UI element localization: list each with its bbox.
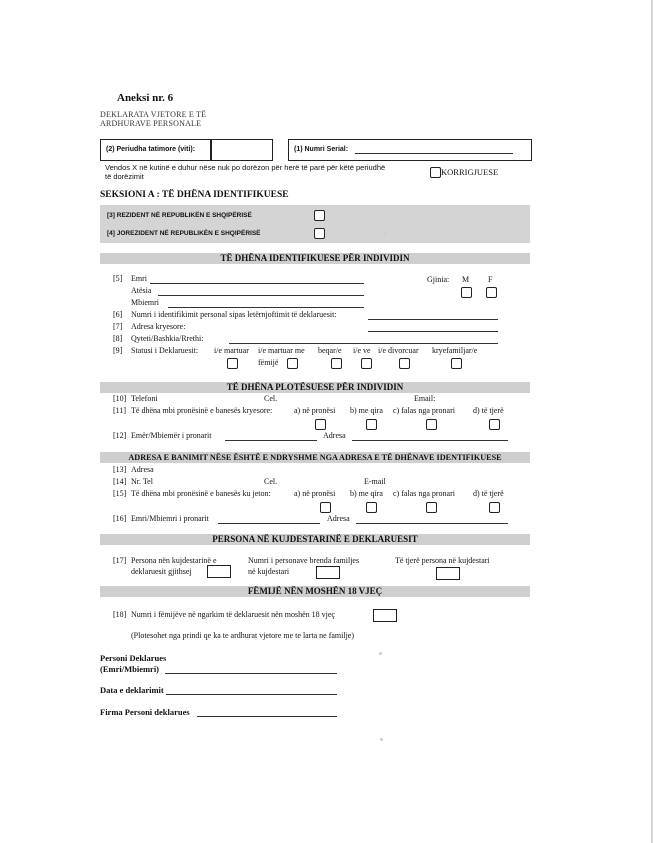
correction-checkbox[interactable]: [430, 167, 441, 178]
owner-name-label: Emër/Mbiemër i pronarit: [131, 431, 212, 440]
individual-id-band: TË DHËNA IDENTIFIKUESE PËR INDIVIDIN: [100, 253, 530, 264]
ownership-rented-label: b) me qira: [350, 406, 383, 415]
main-address-input[interactable]: [368, 331, 498, 332]
declarant-name-label: (Emri/Mbiemri): [100, 664, 160, 674]
main-address-label: Adresa kryesore:: [131, 322, 186, 331]
id-number-label: Numri i identifikimit personal sipas letërnjoftimit të deklaruesit:: [131, 310, 337, 319]
surname-input[interactable]: [168, 307, 364, 308]
father-name-input[interactable]: [158, 295, 364, 296]
status-head-label: kryefamiljar/e: [432, 346, 478, 355]
status-single-label: beqar/e: [318, 346, 342, 355]
gender-male-label: M: [462, 275, 470, 284]
father-name-label: Atësia: [131, 286, 152, 295]
field-number-5: [5]: [113, 274, 123, 283]
ownership-owned-checkbox[interactable]: [315, 419, 326, 430]
declaration-date-input[interactable]: [166, 694, 337, 695]
residence-other-checkbox[interactable]: [489, 502, 500, 513]
residence-owner-name-input[interactable]: [218, 523, 320, 524]
city-label: Qyteti/Bashkia/Rrethi:: [131, 334, 204, 343]
field-number-18: [18]: [113, 610, 127, 619]
id-number-input[interactable]: [368, 319, 498, 320]
residence-phone-label: Nr. Tel: [131, 477, 153, 486]
residence-owner-address-input[interactable]: [356, 523, 508, 524]
family-custody-label: Numri i personave brenda familjes: [248, 556, 360, 565]
period-label: (2) Periudha tatimore (viti):: [106, 146, 196, 153]
status-married-checkbox[interactable]: [227, 358, 238, 369]
scan-speck: [380, 738, 383, 741]
field-number-15: [15]: [113, 489, 127, 498]
field-number-7: [7]: [113, 322, 123, 331]
resident-checkbox[interactable]: [314, 210, 325, 221]
field-number-9: [9]: [113, 346, 123, 355]
field-number-14: [14]: [113, 477, 127, 486]
status-single-checkbox[interactable]: [331, 358, 342, 369]
gender-female-checkbox[interactable]: [486, 287, 497, 298]
dependents-band: PERSONA NË KUJDESTARINË E DEKLARUESIT: [100, 534, 530, 545]
ownership-free-checkbox[interactable]: [426, 419, 437, 430]
ownership-other-checkbox[interactable]: [489, 419, 500, 430]
gender-male-checkbox[interactable]: [461, 287, 472, 298]
ownership-owned-label: a) në pronësi: [294, 406, 336, 415]
status-label: Statusi i Deklaruesit:: [131, 346, 199, 355]
residence-owner-name-label: Emri/Mbiemri i pronarit: [131, 514, 209, 523]
ownership-other-label: d) të tjerë: [473, 406, 504, 415]
owner-name-input[interactable]: [225, 440, 317, 441]
surname-label: Mbiemri: [131, 298, 159, 307]
children-count-label: Numri i fëmijëve në ngarkim të deklaruesit nën moshën 18 vjeç: [131, 610, 335, 619]
field-number-10: [10]: [113, 394, 127, 403]
correction-note-2: të dorëzimit: [105, 172, 144, 181]
name-input[interactable]: [150, 283, 364, 284]
name-label: Emri: [131, 274, 147, 283]
resident-label: [3] REZIDENT NË REPUBLIKËN E SHQIPËRISË: [107, 212, 252, 219]
field-number-6: [6]: [113, 310, 123, 319]
scan-speck: [379, 652, 382, 655]
period-year-input[interactable]: [211, 139, 273, 161]
field-number-12: [12]: [113, 431, 127, 440]
custody-total-label: Persona nën kujdestarinë e: [131, 556, 217, 565]
owner-address-label: Adresa: [323, 431, 346, 440]
declaration-date-label: Data e deklarimit: [100, 685, 164, 695]
residence-owned-label: a) në pronësi: [294, 489, 336, 498]
email-label: Email:: [414, 394, 436, 403]
serial-label: (1) Numri Serial:: [294, 146, 349, 153]
residence-band: ADRESA E BANIMIT NËSE ËSHTË E NDRYSHME NGA ADRESA E TË DHËNAVE IDENTIFIKUESE: [100, 452, 530, 463]
field-number-8: [8]: [113, 334, 123, 343]
field-number-13: [13]: [113, 465, 127, 474]
residence-rented-checkbox[interactable]: [366, 502, 377, 513]
phone-label: Telefoni: [131, 394, 158, 403]
ownership-label: Të dhëna mbi pronësinë e banesës kryesore:: [131, 406, 273, 415]
custody-total-label-2: deklaruesit gjithsej: [131, 567, 192, 576]
serial-number-box: [288, 139, 532, 161]
city-input[interactable]: [229, 343, 498, 344]
residence-free-checkbox[interactable]: [426, 502, 437, 513]
gender-female-label: F: [488, 275, 493, 284]
status-married-label: i/e martuar: [214, 346, 249, 355]
declarant-name-input[interactable]: [165, 673, 337, 674]
status-widowed-checkbox[interactable]: [361, 358, 372, 369]
ownership-free-label: c) falas nga pronari: [393, 406, 455, 415]
children-note: (Plotesohet nga prindi qe ka te ardhurat vjetore me te larta ne familje): [131, 631, 355, 640]
section-a-title: SEKSIONI A : TË DHËNA IDENTIFIKUESE: [100, 190, 289, 200]
residence-free-label: c) falas nga pronari: [393, 489, 455, 498]
serial-number-input[interactable]: [355, 153, 513, 154]
children-band: FËMIJË NËN MOSHËN 18 VJEÇ: [100, 586, 530, 597]
residence-address-label: Adresa: [131, 465, 154, 474]
scan-speck: [383, 232, 386, 235]
declarant-label: Personi Deklarues: [100, 653, 167, 663]
form-subtitle-line-1: DEKLARATA VJETORE E TË: [100, 110, 207, 119]
status-divorced-checkbox[interactable]: [399, 358, 410, 369]
correction-note: Vendos X në kutinë e duhur nëse nuk po dorëzon për herë të parë për këtë periudhë: [105, 163, 386, 172]
status-widowed-label: i/e ve: [353, 346, 371, 355]
status-married-children-checkbox[interactable]: [287, 358, 298, 369]
correction-label: KORRIGJUESE: [441, 167, 499, 177]
residence-ownership-label: Të dhëna mbi pronësinë e banesës ku jeton:: [131, 489, 271, 498]
status-divorced-label: i/e divorcuar: [378, 346, 419, 355]
gender-label: Gjinia:: [427, 275, 450, 284]
residence-rented-label: b) me qira: [350, 489, 383, 498]
field-number-11: [11]: [113, 406, 127, 415]
status-married-children-label-2: fëmijë: [258, 358, 279, 367]
family-custody-input[interactable]: [316, 566, 340, 579]
nonresident-label: [4] JOREZIDENT NË REPUBLIKËN E SHQIPËRISË: [107, 230, 261, 237]
nonresident-checkbox[interactable]: [314, 228, 325, 239]
owner-address-input[interactable]: [352, 440, 508, 441]
residence-email-label: E-mail: [364, 477, 386, 486]
period-label-box: [100, 139, 211, 161]
cel-label: Cel.: [264, 394, 278, 403]
signature-input[interactable]: [197, 716, 337, 717]
custody-total-input[interactable]: [207, 565, 231, 578]
supplementary-band: TË DHËNA PLOTËSUESE PËR INDIVIDIN: [100, 382, 530, 393]
residence-cel-label: Cel.: [264, 477, 278, 486]
status-head-checkbox[interactable]: [451, 358, 462, 369]
other-custody-input[interactable]: [436, 567, 460, 580]
annex-title: Aneksi nr. 6: [117, 92, 174, 104]
signature-label: Firma Personi deklarues: [100, 707, 190, 717]
residence-other-label: d) të tjerë: [473, 489, 504, 498]
ownership-rented-checkbox[interactable]: [366, 419, 377, 430]
residence-owned-checkbox[interactable]: [320, 502, 331, 513]
other-custody-label: Të tjerë persona në kujdestari: [395, 556, 490, 565]
children-count-input[interactable]: [373, 609, 397, 622]
residence-owner-address-label: Adresa: [327, 514, 350, 523]
field-number-17: [17]: [113, 556, 127, 565]
status-married-children-label: i/e martuar me: [258, 346, 305, 355]
form-subtitle-line-2: ARDHURAVE PERSONALE: [100, 119, 202, 128]
family-custody-label-2: në kujdestari: [248, 567, 290, 576]
field-number-16: [16]: [113, 514, 127, 523]
